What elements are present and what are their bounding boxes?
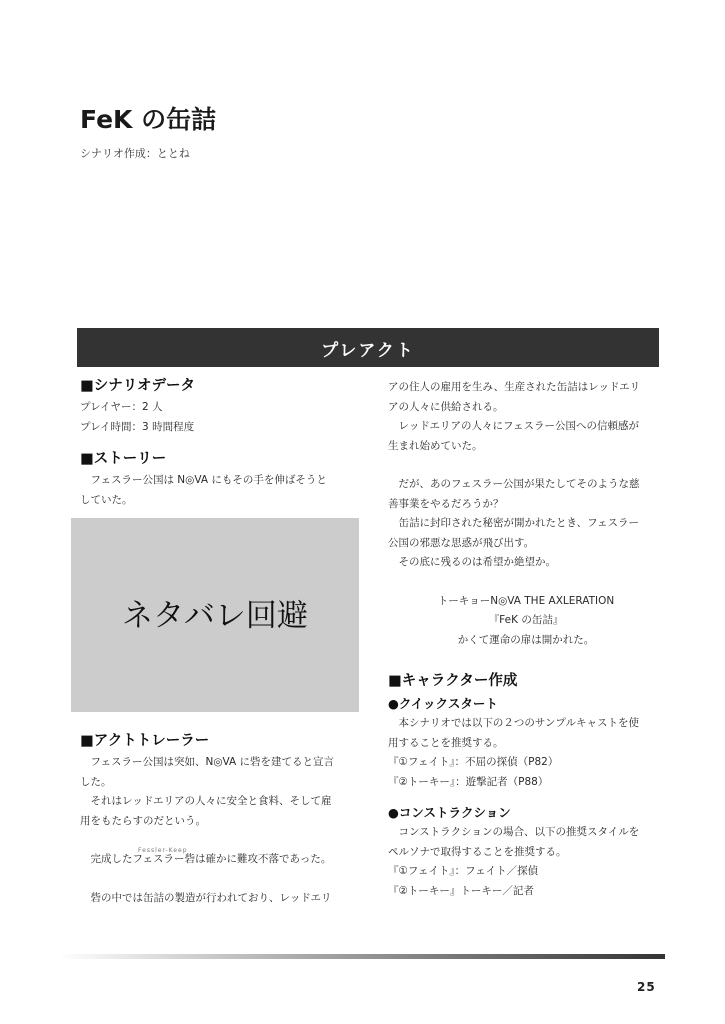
- body-line: 缶詰に封印された秘密が開かれたとき、フェスラー: [388, 517, 640, 529]
- body-line: だが、あのフェスラー公国が果たしてそのような慈: [388, 478, 640, 490]
- trailer-line: それはレッドエリアの人々に安全と食料、そして雇: [80, 795, 332, 807]
- construction-heading: ●コンストラクション: [388, 805, 511, 820]
- body-line: その底に残るのは希望か絶望か。: [388, 556, 556, 568]
- ruby-annotation: Fessler-Keep: [138, 847, 188, 854]
- body-line: 善事業をやるだろうか？: [388, 497, 504, 510]
- tagline-line: 『FeK の缶詰』: [488, 614, 564, 626]
- act-trailer-heading: ■アクトトレーラー: [80, 733, 210, 749]
- quick-line: 『①フェイト』：不屈の探偵（P82）: [388, 756, 559, 768]
- body-line: レッドエリアの人々にフェスラー公国への信頼感が: [388, 420, 639, 432]
- body-line: 公国の邪悪な思惑が飛び出す。: [388, 536, 535, 549]
- trailer-line: 用をもたらすのだという。: [80, 814, 206, 827]
- trailer-line: 砦の中では缶詰の製造が行われており、レッドエリ: [80, 891, 332, 904]
- spoiler-label: ネタバレ回避: [122, 598, 308, 634]
- quick-line: 用することを推奨する。: [388, 736, 504, 749]
- document-title: FeK の缶詰: [80, 105, 217, 134]
- right-column: [388, 378, 664, 901]
- footer-divider: [58, 954, 665, 959]
- trailer-section: [80, 729, 355, 908]
- scenario-data-heading: ■シナリオデータ: [80, 378, 196, 394]
- banner-label: プレアクト: [321, 341, 415, 361]
- trailer-line: 完成したフェスラー砦は確かに難攻不落であった。: [80, 853, 332, 865]
- character-creation-heading: ■キャラクター作成: [388, 673, 518, 689]
- trailer-line: した。: [80, 775, 112, 788]
- story-heading: ■ストーリー: [80, 451, 167, 467]
- body-line: アの人々に供給される。: [388, 400, 504, 413]
- scenario-author: シナリオ作成：ととね: [80, 147, 190, 160]
- page-number: 25: [637, 980, 656, 994]
- spoiler-cover: [71, 518, 359, 712]
- story-line: フェスラー公国は N◎VA にもその手を伸ばそうと: [80, 474, 327, 486]
- players-line: プレイヤー：2 人: [80, 401, 163, 413]
- body-line: アの住人の雇用を生み、生産された缶詰はレッドエリ: [388, 381, 641, 393]
- section-banner: [77, 328, 659, 367]
- left-column: [80, 374, 355, 510]
- quick-line: 『②トーキー』：遊撃記者（P88）: [388, 775, 549, 788]
- body-line: 生まれ始めていた。: [388, 439, 483, 452]
- construct-line: 『②トーキー』トーキー／記者: [388, 884, 534, 897]
- story-line: していた。: [80, 493, 133, 506]
- tagline-line: トーキョーN◎VA THE AXLERATION: [437, 594, 615, 607]
- construct-line: コンストラクションの場合、以下の推奨スタイルを: [388, 826, 640, 838]
- construct-line: ペルソナで取得することを推奨する。: [388, 845, 567, 858]
- tagline-line: かくて運命の扉は開かれた。: [457, 633, 595, 646]
- quick-start-heading: ●クイックスタート: [388, 696, 498, 711]
- construct-line: 『①フェイト』：フェイト／探偵: [388, 865, 539, 877]
- trailer-line: フェスラー公国は突如、N◎VA に砦を建てると宣言: [80, 756, 335, 768]
- play-time-line: プレイ時間：3 時間程度: [80, 420, 195, 433]
- quick-line: 本シナリオでは以下の２つのサンプルキャストを使: [388, 717, 639, 729]
